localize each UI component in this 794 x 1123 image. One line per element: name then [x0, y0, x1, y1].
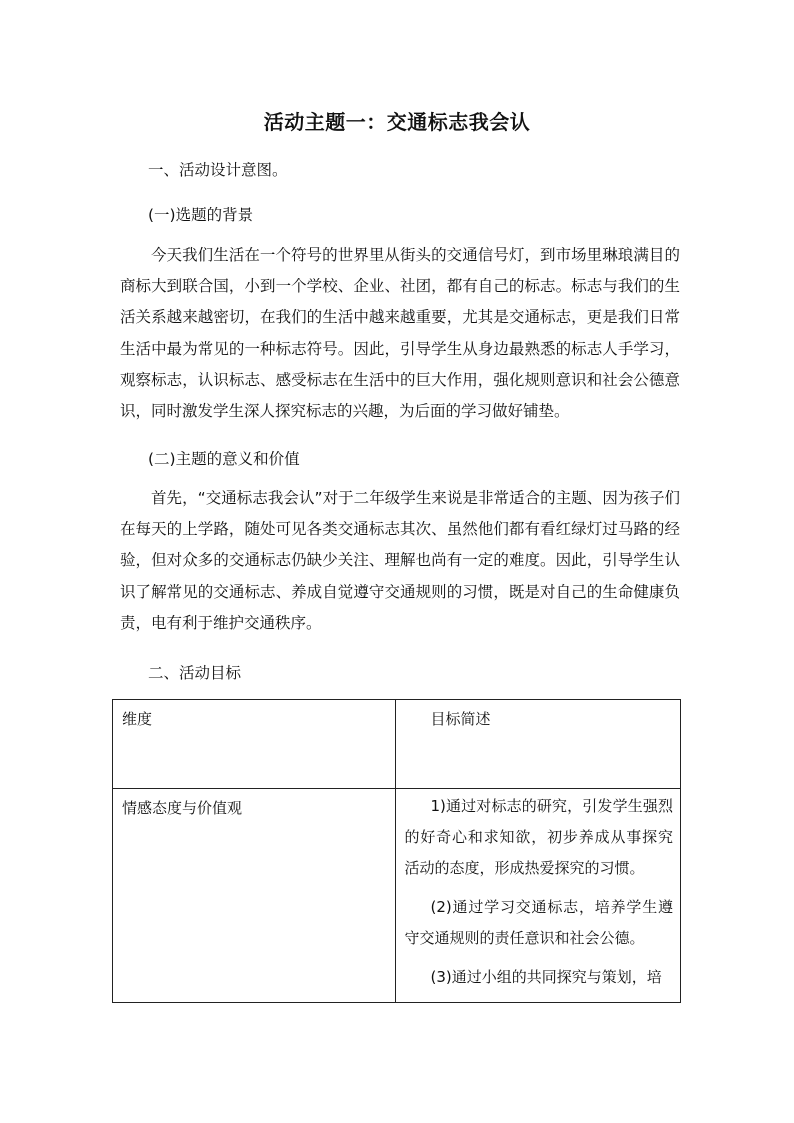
section-heading-goals: 二、活动目标 [148, 664, 242, 682]
subsection-heading-background: (一)选题的背景 [148, 206, 254, 224]
page-title: 活动主题一：交通标志我会认 [263, 110, 531, 134]
table-header-cell [113, 700, 396, 789]
goal-item: 1)通过对标志的研究，引发学生强烈的好奇心和求知欲，初步养成从事探究活动的态度，形成热爱探究的习惯。 [404, 797, 673, 877]
header-dimension: 维度 [122, 710, 153, 728]
table-cell [396, 789, 681, 1003]
subsection-heading-significance: (二)主题的意义和价值 [148, 450, 300, 468]
goal-item: (2)通过学习交通标志，培养学生遵守交通规则的责任意识和社会公德。 [404, 898, 673, 947]
table-header-row [113, 700, 681, 789]
paragraph-significance: 首先，“交通标志我会认”对于二年级学生来说是非常适合的主题、因为孩子们在每天的上学路，随处可见各类交通标志其次、虽然他们都有看红绿灯过马路的经验，但对众多的交通标志仍缺少关注、理解也尚有一定的难度。因此，引导学生认识了解常见的交通标志、养成自觉遵守交通规则的习惯，既是对自己的生命健康负责，电有利于维护交通秩序。 [120, 489, 680, 632]
goal-item: (3)通过小组的共同探究与策划，培 [430, 968, 662, 986]
paragraph-background: 今天我们生活在一个符号的世界里从街头的交通信号灯，到市场里琳琅满目的商标大到联合国，小到一个学校、企业、社团，都有自己的标志。标志与我们的生活关系越来越密切，在我们的生活中越来越重要，尤其是交通标志，更是我们日常生活中最为常见的一种标志符号。因此，引导学生从身边最熟悉的标志人手学习，观察标志，认识标志、感受标志在生活中的巨大作用，强化规则意识和社会公德意识，同时激发学生深人探究标志的兴趣，为后面的学习做好铺垫。 [120, 246, 680, 421]
table-row [113, 789, 681, 1003]
table-header-cell [396, 700, 681, 789]
goals-table [112, 699, 681, 1003]
header-goal-summary: 目标简述 [430, 710, 491, 728]
dimension-label: 情感态度与价值观 [122, 799, 243, 817]
section-heading-design-intent: 一、活动设计意图。 [148, 161, 288, 179]
table-cell [113, 789, 396, 1003]
